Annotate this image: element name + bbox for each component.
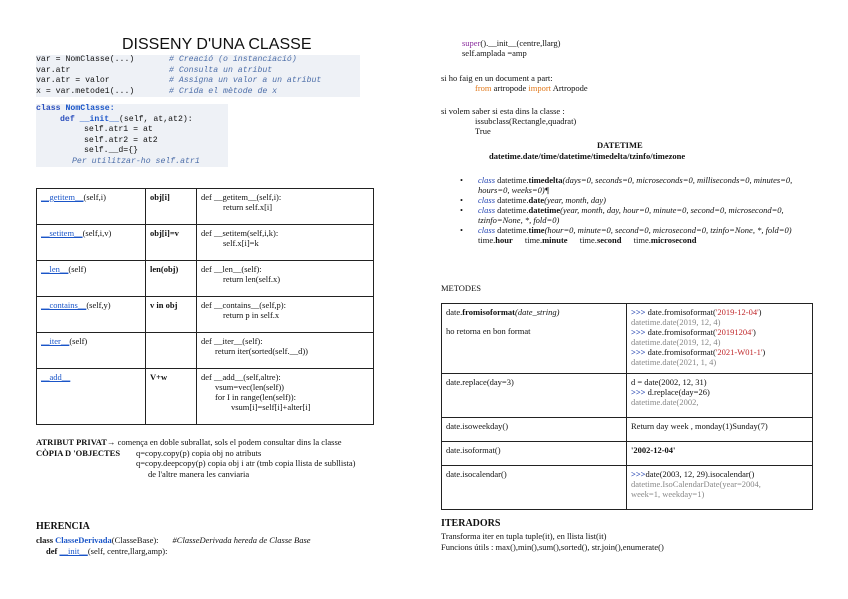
code-line: var.atr # Consulta un atribut xyxy=(36,65,273,75)
metodes-title: METODES xyxy=(441,283,481,293)
list-item: • class datetime.timedelta(days=0, seconds=0, microseconds=0, milliseconds=0, minutes=0, hours=0, weeks=0)¶ xyxy=(460,175,793,195)
datetime-bullets xyxy=(458,175,818,245)
table-row: __len__(self) len(obj) def __len__(self): return len(self.x) xyxy=(37,261,374,297)
table-row: date.replace(day=3) d = date(2002, 12, 31) >>> d.replace(day=26) datetime.date(2002, xyxy=(442,374,813,418)
datetime-subtitle: datetime.date/time/datetime/timedelta/tzinfo/timezone xyxy=(489,151,686,161)
table-row: __setitem__(self,i,v) obj[i]=v def __setitem(self,i,k): self.x[i]=k xyxy=(37,225,374,261)
iteradors-notes: Transforma iter en tupla tuple(it), en llista list(it) Funcions útils : max(),min(),sum(),sorted(), str.join(),enumerate() xyxy=(441,531,664,552)
list-item: • class datetime.date(year, month, day) xyxy=(460,195,606,205)
list-item: • class datetime.datetime(year, month, day, hour=0, minute=0, second=0, microsecond=0, tzinfo=None, *, fold=0) xyxy=(460,205,784,225)
import-note: si ho faig en un document a part: from artropode import Artropode xyxy=(441,73,588,93)
table-row: date.fromisoformat(date_string) ho retorna en bon format >>> date.fromisoformat('2019-12-04') datetime.date(2019, 12, 4) >>> date.fromisoformat('20191204') datetime.date(2019, 12, 4) >>> date.fromisoformat('2021-W01-1') datetime.date(2021, 1, 4) xyxy=(442,304,813,374)
herencia-code: class ClasseDerivada(ClasseBase): #ClasseDerivada hereda de Classe Base def __init__(self, centre,llarg,amp): xyxy=(36,535,311,556)
page-title: DISSENY D'UNA CLASSE xyxy=(122,36,312,53)
table-row: date.isoweekday() Return day week , monday(1)Sunday(7) xyxy=(442,418,813,442)
table-row: __getitem__(self,i) obj[i] def __getitem__(self,i): return self.x[i] xyxy=(37,189,374,225)
dunder-methods-table xyxy=(36,188,374,425)
class-code-block: class NomClasse: def __init__(self, at,at2): self.atr1 = at self.atr2 = at2 self.__d={} Per utilitzar-ho self.atr1 xyxy=(36,104,228,167)
code-line: x = var.metode1(...) # Crida el mètode de x xyxy=(36,86,278,96)
table-row: __contains__(self,y) v in obj def __contains__(self,p): return p in self.x xyxy=(37,297,374,333)
issubclass-note: si volem saber si esta dins la classe : issubclass(Rectangle,quadrat) True xyxy=(441,106,577,136)
table-row: __iter__(self) def __iter__(self): return iter(sorted(self.__d)) xyxy=(37,333,374,369)
table-row: date.isocalendar() >>>date(2003, 12, 29).isocalendar() datetime.IsoCalendarDate(year=2004, week=1, weekday=1) xyxy=(442,466,813,510)
date-methods-table xyxy=(441,303,813,510)
time-attributes: time.hour time.minute time.second time.microsecond xyxy=(478,235,697,245)
iteradors-title: ITERADORS xyxy=(441,518,501,529)
table-row: __add__ V+w def __add__(self,altre): vsum=vec(len(self)) for I in range(len(self)): vsum[i]=self[i]+alter[i] xyxy=(37,369,374,425)
usage-code-block xyxy=(36,55,360,97)
datetime-title: DATETIME xyxy=(597,140,643,150)
code-line: var.atr = valor # Assigna un valor a un atribut xyxy=(36,76,322,85)
table-row: date.isoformat() '2002-12-04' xyxy=(442,442,813,466)
code-line: var = NomClasse(...) # Creació (o instanciació) xyxy=(36,55,297,64)
super-call: super().__init__(centre,llarg) self.amplada =amp xyxy=(462,38,561,58)
list-item: • class datetime.time(hour=0, minute=0, second=0, microsecond=0, tzinfo=None, *, fold=0) xyxy=(460,225,792,235)
privat-copia-notes: ATRIBUT PRIVAT→ comença en doble subrallat, sols el podem consultar dins la classe CÒPIA D 'OBJECTES q=copy.copy(p) copia obj no atributs q=copy.deepcopy(p) copia obj i atr (tmb copia llista de subllista) de l'altre manera les canviaria xyxy=(36,437,356,479)
herencia-title: HERENCIA xyxy=(36,521,90,532)
